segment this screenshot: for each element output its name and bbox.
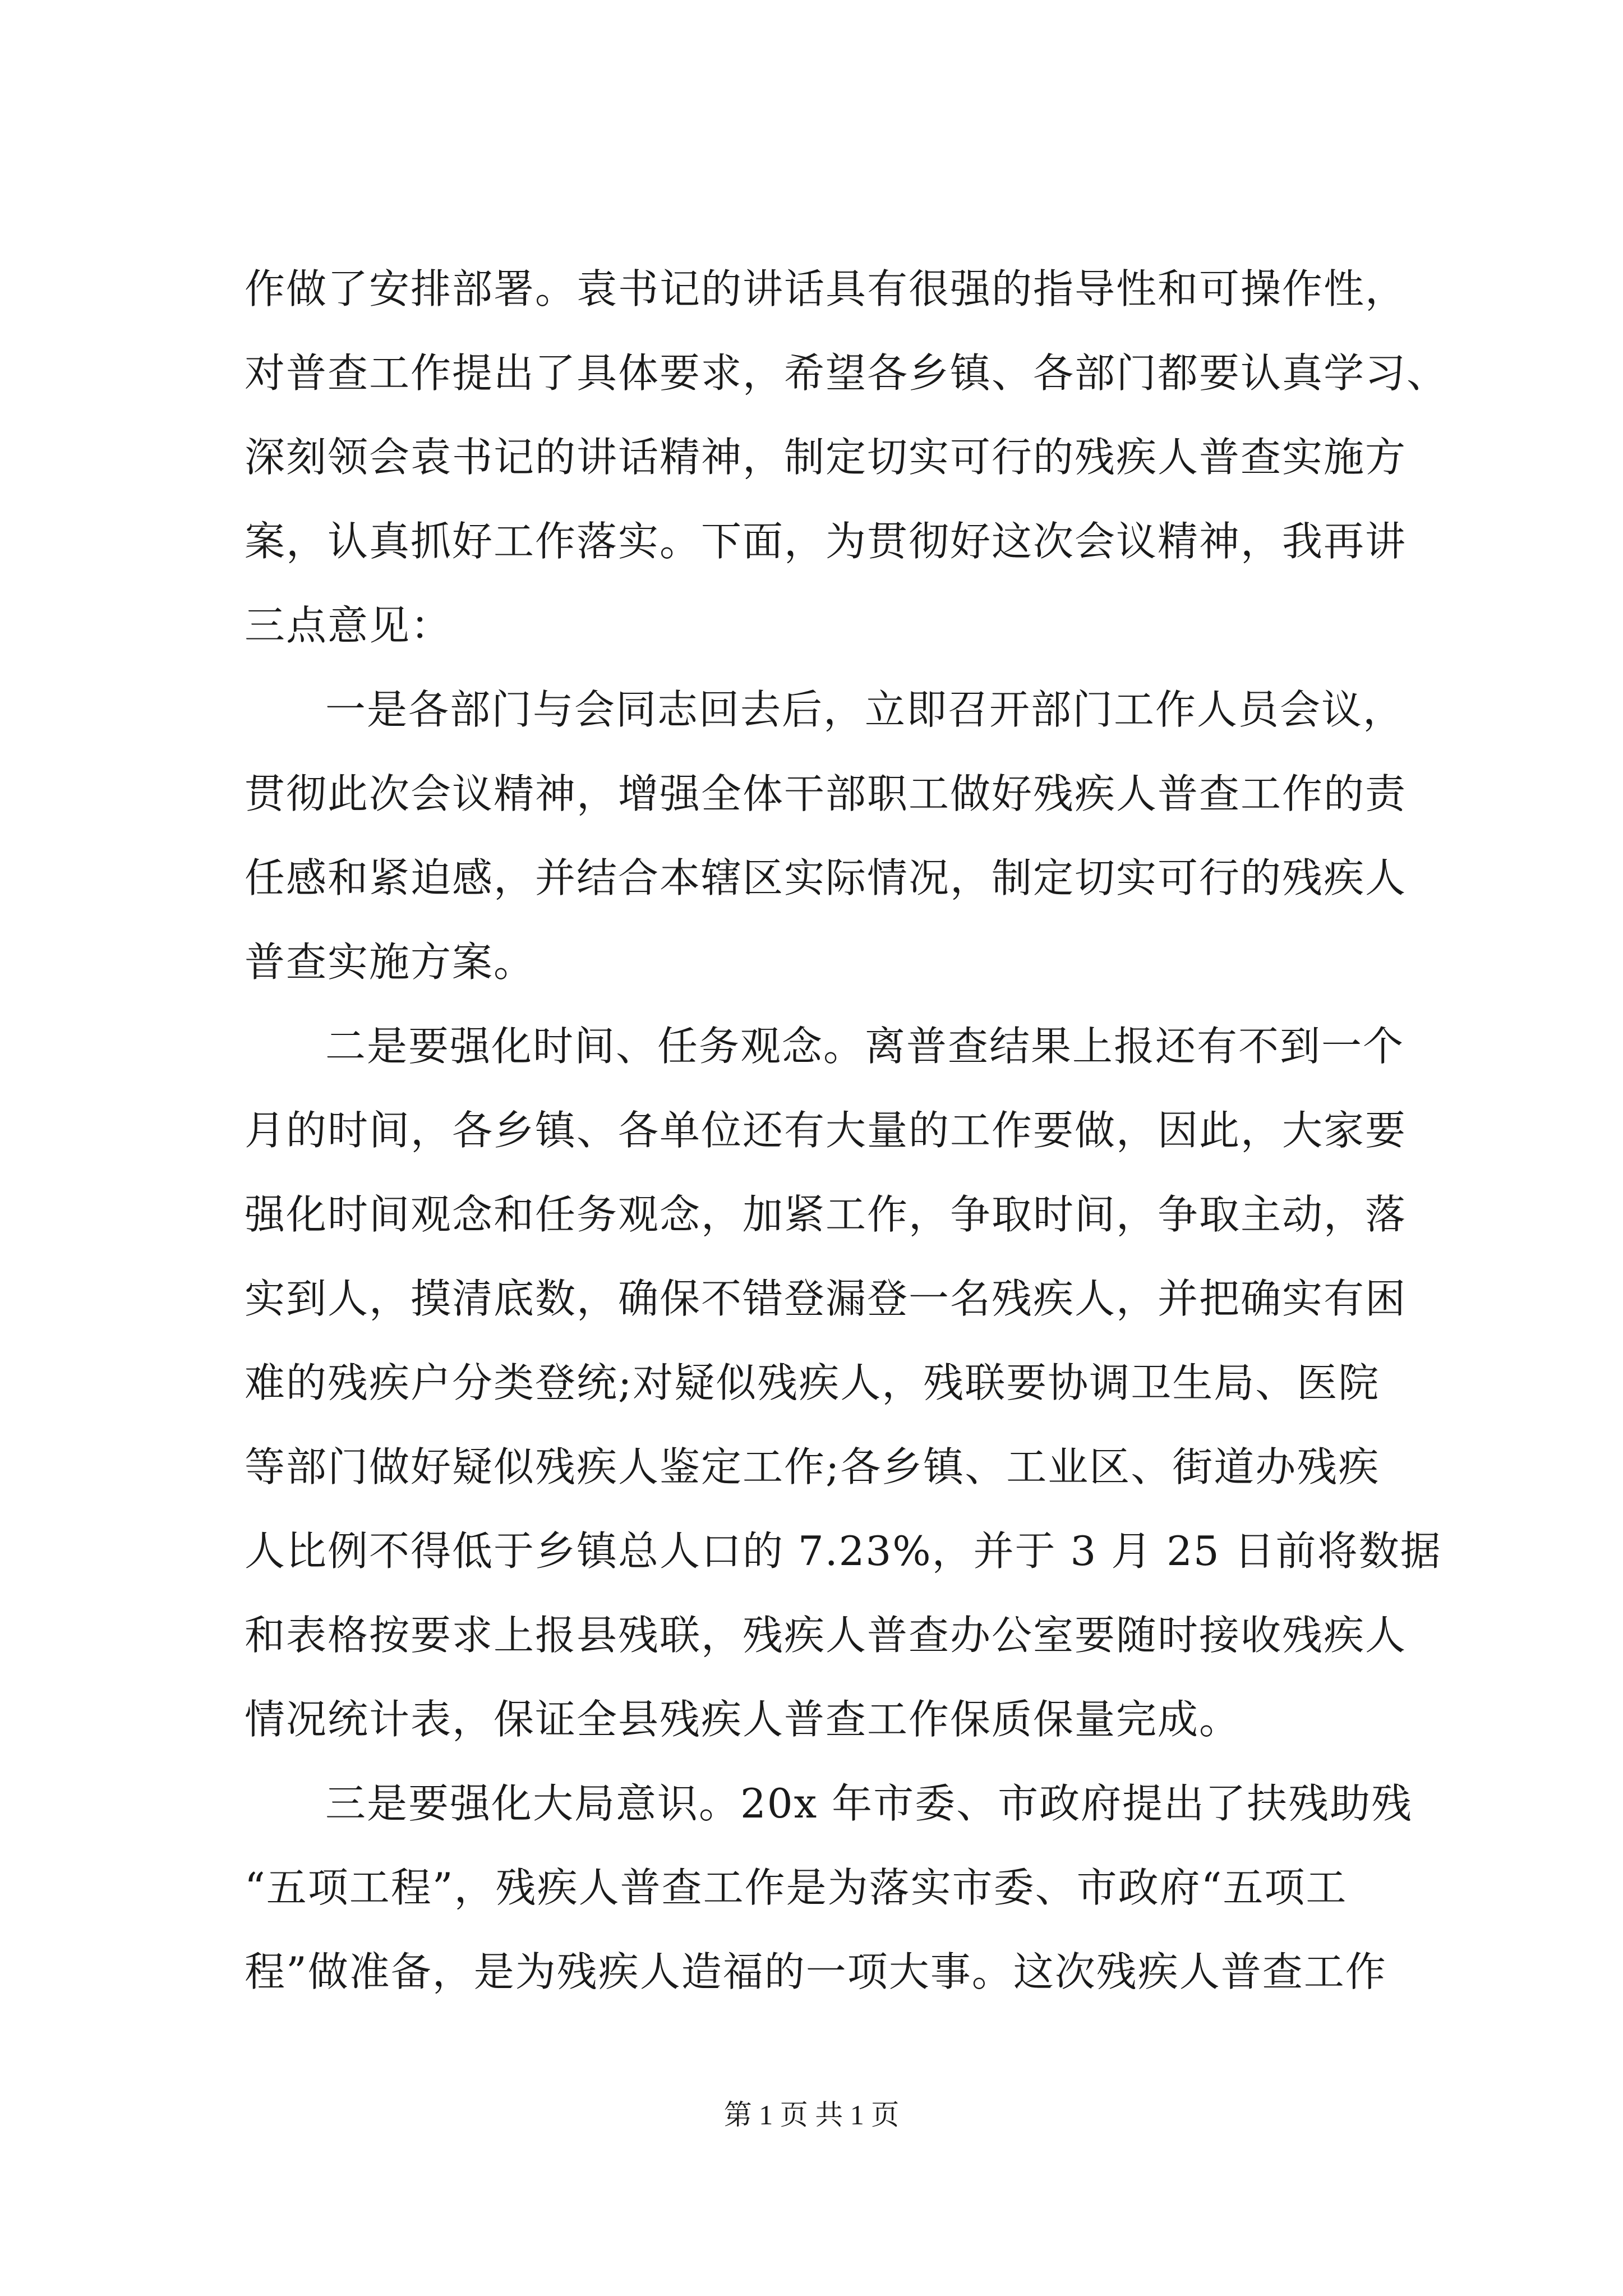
paragraph-2-first-line: 二是要强化时间、任务观念。离普查结果上报还有不到一个 [325,1023,1405,1070]
paragraph-1-first-line: 一是各部门与会同志回去后，立即召开部门工作人员会议， [325,686,1405,733]
text-line: 程”做准备，是为残疾人造福的一项大事。这次残疾人普查工作 [245,1948,1387,1995]
text-line: 作做了安排部署。袁书记的讲话具有很强的指导性和可操作性， [245,265,1407,312]
page-number-footer: 第 1 页 共 1 页 [723,2099,900,2131]
text-line: 情况统计表，保证全县残疾人普查工作保质保量完成。 [245,1696,1241,1743]
text-line: 对普查工作提出了具体要求，希望各乡镇、各部门都要认真学习、 [245,349,1449,397]
text-line: 月的时间，各乡镇、各单位还有大量的工作要做，因此，大家要 [245,1107,1407,1154]
text-line: 案，认真抓好工作落实。下面，为贯彻好这次会议精神，我再讲 [245,518,1407,565]
text-line: 实到人，摸清底数，确保不错登漏登一名残疾人，并把确实有困 [245,1275,1407,1322]
text-line: 难的残疾户分类登统;对疑似残疾人，残联要协调卫生局、医院 [245,1359,1380,1406]
text-line: 强化时间观念和任务观念，加紧工作，争取时间，争取主动，落 [245,1191,1407,1238]
text-line: 人比例不得低于乡镇总人口的 7.23%，并于 3 月 25 日前将数据 [245,1527,1442,1575]
paragraph-3-first-line: 三是要强化大局意识。20x 年市委、市政府提出了扶残助残 [325,1780,1413,1827]
text-line: 任感和紧迫感，并结合本辖区实际情况，制定切实可行的残疾人 [245,854,1407,901]
text-line: 普查实施方案。 [245,938,536,986]
text-line: 三点意见： [245,602,453,649]
text-line: 等部门做好疑似残疾人鉴定工作;各乡镇、工业区、街道办残疾 [245,1443,1380,1490]
text-line: “五项工程”，残疾人普查工作是为落实市委、市政府“五项工 [245,1864,1348,1911]
text-line: 深刻领会袁书记的讲话精神，制定切实可行的残疾人普查实施方 [245,434,1407,481]
text-line: 贯彻此次会议精神，增强全体干部职工做好残疾人普查工作的责 [245,770,1407,817]
text-line: 和表格按要求上报县残联，残疾人普查办公室要随时接收残疾人 [245,1612,1407,1659]
